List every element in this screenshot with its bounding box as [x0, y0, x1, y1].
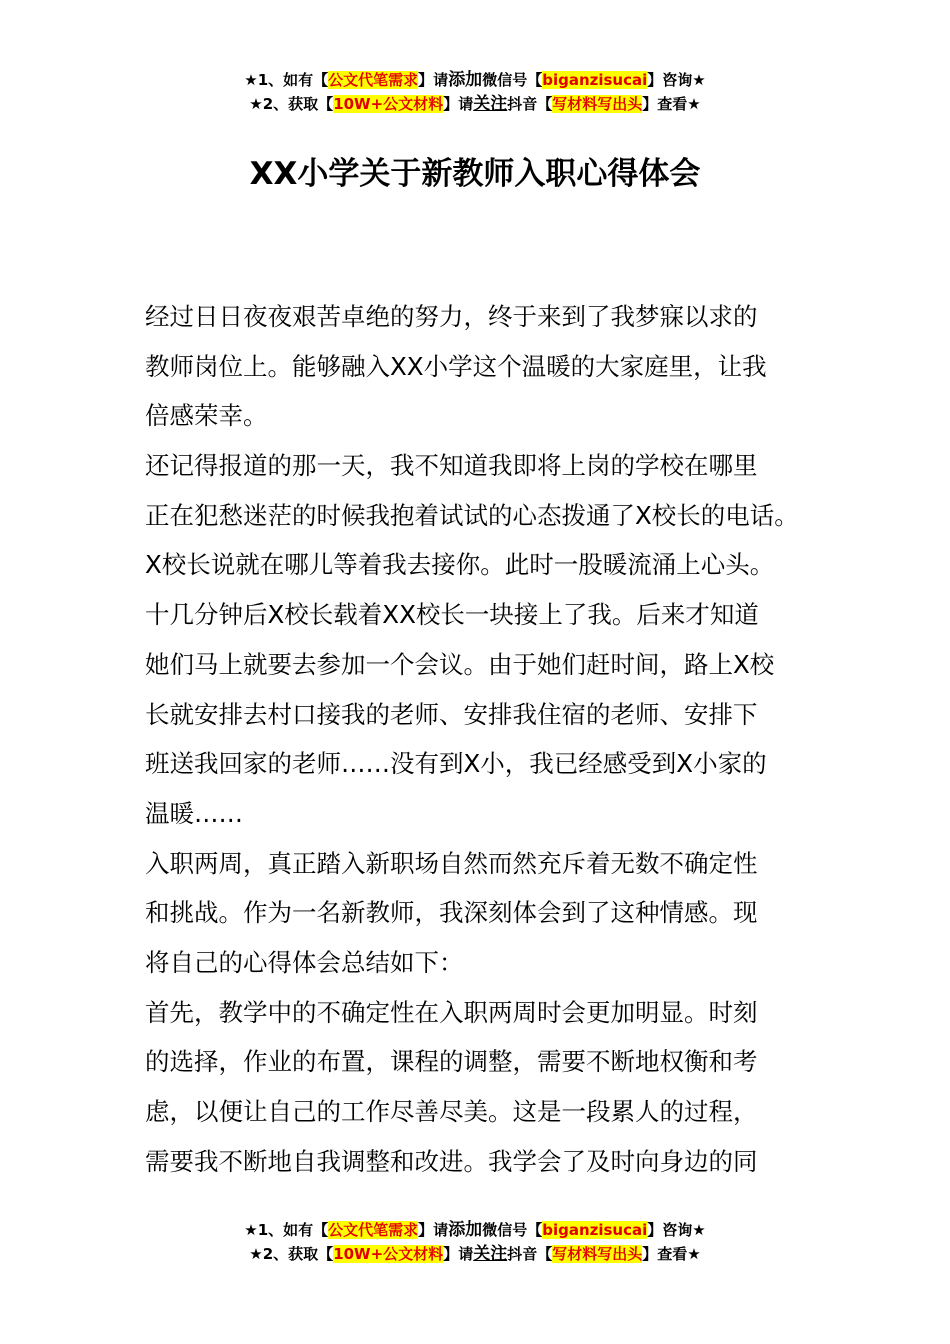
banner-emphasis: 关注	[473, 1244, 508, 1264]
body-line: 需要我不断地自我调整和改进。我学会了及时向身边的同	[145, 1146, 758, 1176]
banner-text: 】咨询★	[647, 1221, 706, 1239]
banner-text: 微信号【	[482, 71, 543, 89]
body-line: 首先，教学中的不确定性在入职两周时会更加明显。时刻	[145, 997, 758, 1027]
banner-text: 】咨询★	[647, 71, 706, 89]
banner-highlight: 10W+公文材料	[333, 95, 444, 113]
banner-emphasis: 添加	[448, 1220, 483, 1240]
banner-line-2	[0, 92, 950, 116]
body-line: 十几分钟后X校长载着XX校长一块接上了我。后来才知道	[145, 600, 759, 630]
banner-text: ★1、如有【	[244, 71, 329, 89]
banner-text: 】查看★	[642, 1245, 701, 1263]
body-line: 班送我回家的老师……没有到X小，我已经感受到X小家的	[145, 749, 767, 779]
body-line: 和挑战。作为一名新教师，我深刻体会到了这种情感。现	[145, 898, 758, 928]
banner-text: ★2、获取【	[249, 1245, 334, 1263]
body-line: 将自己的心得体会总结如下：	[145, 947, 464, 977]
body-line: 的选择，作业的布置，课程的调整，需要不断地权衡和考	[145, 1047, 758, 1077]
banner-emphasis: 添加	[448, 70, 483, 90]
body-line: 她们马上就要去参加一个会议。由于她们赶时间，路上X校	[145, 649, 775, 679]
banner-emphasis: 关注	[473, 94, 508, 114]
body-line: 温暖……	[145, 798, 243, 828]
banner-highlight: 公文代笔需求	[328, 1221, 419, 1239]
header-banner	[0, 68, 950, 116]
banner-text: 抖音【	[507, 95, 553, 113]
document-title: XX小学关于新教师入职心得体会	[249, 156, 701, 192]
banner-text: 】请	[418, 71, 449, 89]
banner-wechat-id: biganzisucai	[542, 71, 648, 89]
body-line: 教师岗位上。能够融入XX小学这个温暖的大家庭里，让我	[145, 351, 767, 381]
body-line: 长就安排去村口接我的老师、安排我住宿的老师、安排下	[145, 699, 758, 729]
banner-wechat-id: biganzisucai	[542, 1221, 648, 1239]
banner-douyin-id: 写材料写出头	[552, 1245, 643, 1263]
banner-douyin-id: 写材料写出头	[552, 95, 643, 113]
banner-text: 】请	[418, 1221, 449, 1239]
footer-line-1	[0, 1218, 950, 1242]
body-line: 倍感荣幸。	[145, 401, 268, 431]
banner-text: 抖音【	[507, 1245, 553, 1263]
banner-highlight: 公文代笔需求	[328, 71, 419, 89]
banner-text: 微信号【	[482, 1221, 543, 1239]
body-line: X校长说就在哪儿等着我去接你。此时一股暖流涌上心头。	[145, 550, 775, 580]
footer-banner	[0, 1218, 950, 1266]
body-line: 经过日日夜夜艰苦卓绝的努力，终于来到了我梦寐以求的	[145, 302, 758, 331]
body-line: 虑，以便让自己的工作尽善尽美。这是一段累人的过程，	[145, 1097, 758, 1126]
body-line: 还记得报道的那一天，我不知道我即将上岗的学校在哪里	[145, 451, 758, 481]
banner-text: ★2、获取【	[249, 95, 334, 113]
footer-line-2	[0, 1242, 950, 1266]
document-body	[145, 292, 835, 1186]
body-line: 入职两周，真正踏入新职场自然而然充斥着无数不确定性	[145, 848, 758, 878]
banner-text: 】请	[443, 95, 474, 113]
banner-text: 】查看★	[642, 95, 701, 113]
banner-line-1	[0, 68, 950, 92]
body-line: 正在犯愁迷茫的时候我抱着试试的心态拨通了X校长的电话。	[145, 500, 799, 530]
banner-text: 】请	[443, 1245, 474, 1263]
banner-highlight: 10W+公文材料	[333, 1245, 444, 1263]
banner-text: ★1、如有【	[244, 1221, 329, 1239]
